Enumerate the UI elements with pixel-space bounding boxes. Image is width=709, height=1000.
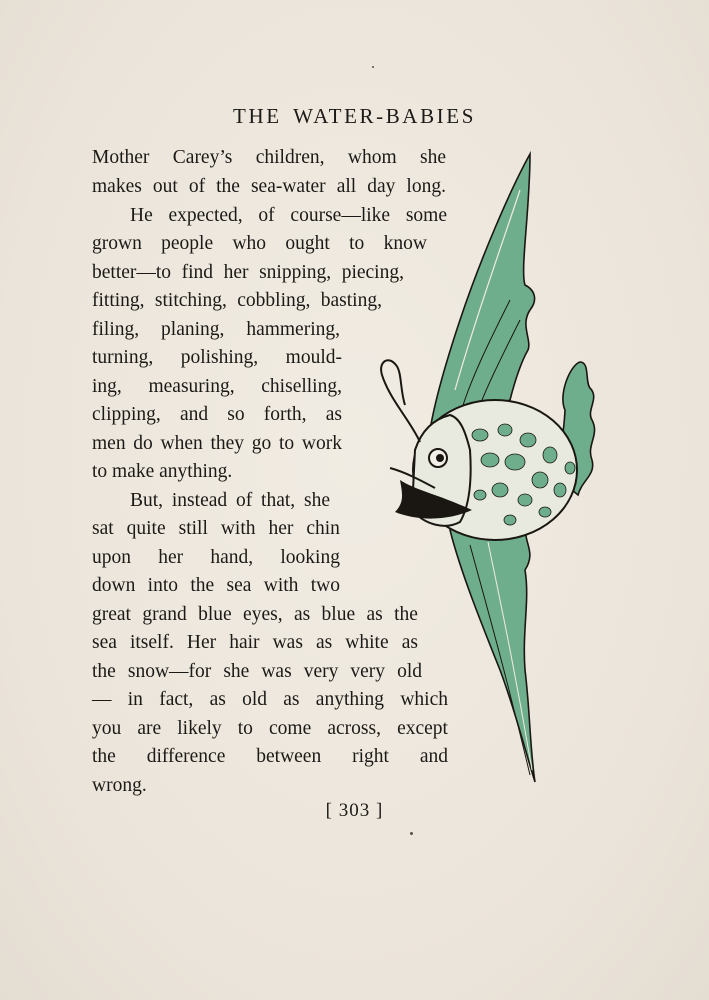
text-line: — in fact, as old as anything which	[92, 689, 448, 710]
text-line: great grand blue eyes, as blue as the	[92, 604, 418, 625]
text-line: down into the sea with two	[92, 575, 340, 596]
text-line: the difference between right and	[92, 746, 448, 767]
text-line: He expected, of course—like some	[130, 205, 447, 226]
text-line: wrong.	[92, 775, 147, 796]
text-line: filing, planing, hammering,	[92, 319, 340, 340]
text-line: upon her hand, looking	[92, 547, 340, 568]
running-head: THE WATER-BABIES	[233, 104, 476, 128]
text-line: to make anything.	[92, 461, 233, 482]
text-line: sea itself. Her hair was as white as	[92, 632, 418, 653]
text-line: better—to find her snipping, piecing,	[92, 262, 404, 283]
paper-speck	[410, 832, 413, 835]
text-line: men do when they go to work	[92, 433, 342, 454]
text-line: But, instead of that, she	[130, 490, 330, 511]
text-line: fitting, stitching, cobbling, basting,	[92, 290, 382, 311]
text-line: grown people who ought to know	[92, 233, 427, 254]
text-line: turning, polishing, mould-	[92, 347, 342, 368]
text-line: you are likely to come across, except	[92, 718, 448, 739]
fish-illustration	[360, 150, 610, 790]
page-number: [ 303 ]	[325, 800, 384, 821]
fish-lure	[381, 360, 420, 442]
text-line: clipping, and so forth, as	[92, 404, 342, 425]
dorsal-fin	[430, 154, 535, 430]
paper-speck	[372, 66, 374, 68]
text-line: makes out of the sea-water all day long.	[92, 176, 446, 197]
text-line: sat quite still with her chin	[92, 518, 340, 539]
text-line: ing, measuring, chiselling,	[92, 376, 342, 397]
text-line: Mother Carey’s children, whom she	[92, 147, 446, 168]
text-line: the snow—for she was very very old	[92, 661, 422, 682]
